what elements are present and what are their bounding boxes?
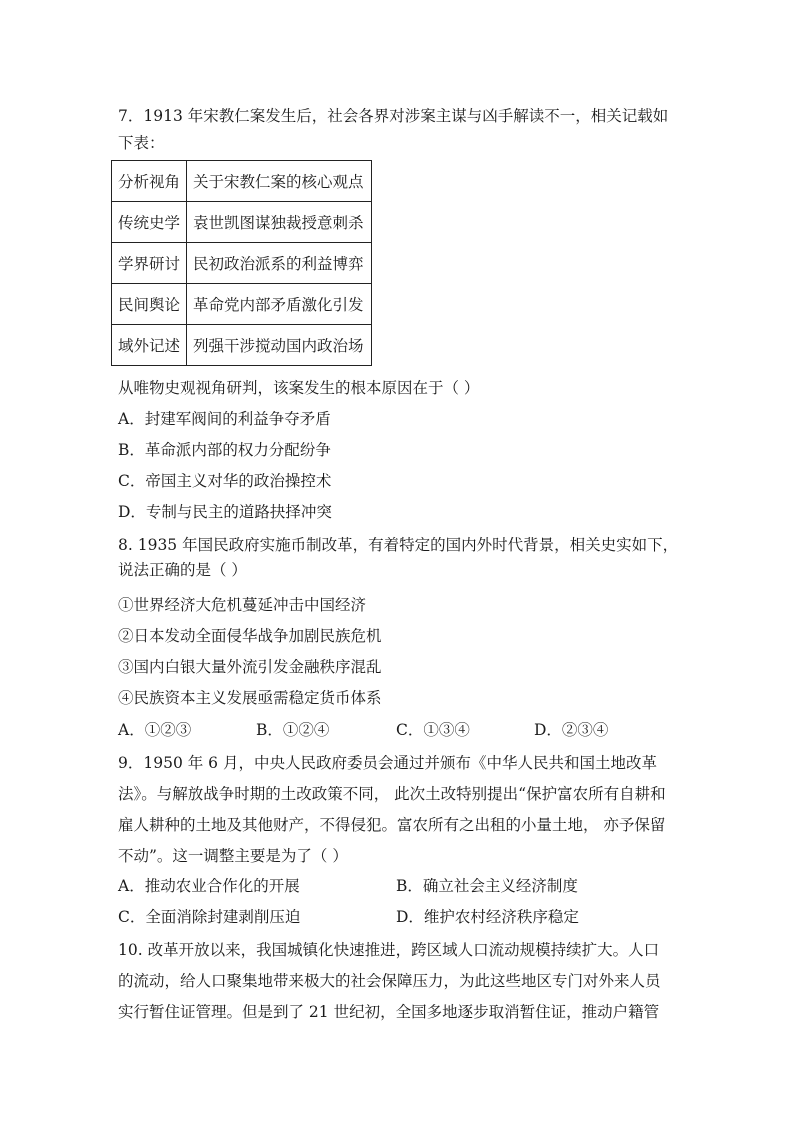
table-cell: 袁世凯图谋独裁授意刺杀 [187,202,372,243]
q9-option-a: A．推动农业合作化的开展 [118,877,300,895]
table-cell: 民间舆论 [112,284,187,325]
q8-stem-line-1: 8. 1935 年国民政府实施币制改革，有着特定的国内外时代背景，相关史实如下， [118,536,679,554]
q7-option-a: A．封建军阀间的利益争夺矛盾 [118,410,331,428]
q7-table [111,160,372,366]
table-row [112,284,372,325]
q10-stem-line-1: 10. 改革开放以来，我国城镇化快速推进，跨区域人口流动规模持续扩大。人口 [118,941,660,959]
q9-stem-line-3: 雇人耕种的土地及其他财产，不得侵犯。富农所有之出租的小量土地， 亦予保留 [118,816,666,834]
q9-option-c: C．全面消除封建剥削压迫 [118,908,301,926]
q9-stem-line-4: 不动”。这一调整主要是为了（ ） [118,847,348,865]
q8-option-a: A．①②③ [118,721,192,739]
q8-statement-1: ①世界经济大危机蔓延冲击中国经济 [118,596,367,614]
q7-option-b: B．革命派内部的权力分配纷争 [118,441,331,459]
q10-stem-line-3: 实行暂住证管理。但是到了 21 世纪初，全国多地逐步取消暂住证，推动户籍管 [118,1003,660,1021]
q10-stem-line-2: 的流动，给人口聚集地带来极大的社会保障压力，为此这些地区专门对外来人员 [118,972,661,990]
q8-statement-4: ④民族资本主义发展亟需稳定货币体系 [118,689,382,707]
table-cell: 域外记述 [112,325,187,366]
q8-stem-line-2: 说法正确的是（ ） [118,561,247,579]
table-cell: 列强干涉搅动国内政治场 [187,325,372,366]
table-cell: 传统史学 [112,202,187,243]
q7-stem-line-1: 7．1913 年宋教仁案发生后，社会各界对涉案主谋与凶手解读不一，相关记载如 [118,107,669,125]
table-row [112,243,372,284]
q8-option-c: C．①③④ [396,721,470,739]
table-cell: 革命党内部矛盾激化引发 [187,284,372,325]
q8-statement-3: ③国内白银大量外流引发金融秩序混乱 [118,658,382,676]
table-cell: 民初政治派系的利益博弈 [187,243,372,284]
table-cell: 学界研讨 [112,243,187,284]
table-row [112,325,372,366]
q7-question: 从唯物史观视角研判，该案发生的根本原因在于（ ） [118,379,480,397]
q8-statement-2: ②日本发动全面侵华战争加剧民族危机 [118,627,382,645]
q9-stem-line-1: 9．1950 年 6 月，中央人民政府委员会通过并颁布《中华人民共和国土地改革 [118,754,657,772]
table-header-row [112,161,372,202]
q7-stem-line-2: 下表： [118,134,165,152]
q8-option-b: B．①②④ [256,721,330,739]
q7-option-c: C．帝国主义对华的政治操控术 [118,472,332,490]
table-header-cell: 关于宋教仁案的核心观点 [187,161,372,202]
table-row [112,202,372,243]
table-header-cell: 分析视角 [112,161,187,202]
q9-option-b: B．确立社会主义经济制度 [396,877,578,895]
q8-option-d: D．②③④ [534,721,609,739]
q9-option-d: D．维护农村经济秩序稳定 [396,908,579,926]
q7-option-d: D．专制与民主的道路抉择冲突 [118,503,332,521]
q9-stem-line-2: 法》。与解放战争时期的土改政策不同， 此次土改特别提出“保护富农所有自耕和 [118,785,666,803]
